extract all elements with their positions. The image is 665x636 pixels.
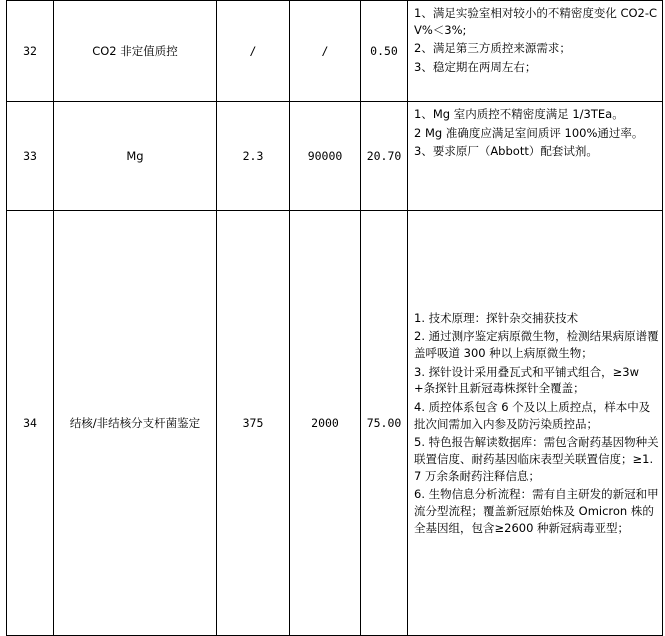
requirement-line: 1. 技术原理：探针杂交捕获技术 <box>414 310 579 325</box>
requirement-line: 5. 特色报告解读数据库：需包含耐药基因物种关联置信度、耐药基因临床表型关联置信度；≥1.7 万余条耐药注释信息； <box>414 435 659 483</box>
value-cell: / <box>290 1 361 102</box>
requirement-line: 2 Mg 准确度应满足室间质评 100%通过率。 <box>414 125 644 140</box>
value-cell: 20.70 <box>361 102 408 211</box>
item-number-cell: 33 <box>7 102 54 211</box>
item-name-cell: 结核/非结核分支杆菌鉴定 <box>54 211 217 636</box>
item-number-cell: 32 <box>7 1 54 102</box>
value-cell: / <box>217 1 290 102</box>
requirement-line: 4. 质控体系包含 6 个及以上质控点，样本中及批次间需加入内参及防污染质控品； <box>414 399 651 431</box>
requirements-cell <box>408 102 663 211</box>
value-cell: 0.50 <box>361 1 408 102</box>
table-row <box>7 1 663 102</box>
requirement-line: 2、满足第三方质控来源需求； <box>414 41 571 56</box>
item-number-cell: 34 <box>7 211 54 636</box>
item-name-cell: CO2 非定值质控 <box>54 1 217 102</box>
value-cell: 375 <box>217 211 290 636</box>
value-cell: 2.3 <box>217 102 290 211</box>
requirement-line: 3、要求原厂（Abbott）配套试剂。 <box>414 144 598 159</box>
requirement-line: 6. 生物信息分析流程：需有自主研发的新冠和甲流分型流程；覆盖新冠原始株及 Omicron 株的全基因组，包含≥2600 种新冠病毒亚型； <box>414 487 659 535</box>
requirement-line: 2. 通过测序鉴定病原微生物，检测结果病原谱覆盖呼吸道 300 种以上病原微生物； <box>414 329 659 360</box>
value-cell: 2000 <box>290 211 361 636</box>
table-row <box>7 102 663 211</box>
item-name-cell: Mg <box>54 102 217 211</box>
requirements-cell <box>408 1 663 102</box>
spec-table <box>6 0 663 636</box>
requirements-cell <box>408 211 663 636</box>
requirement-line: 3. 探针设计采用叠瓦式和平铺式组合，≥3w+条探针且新冠毒株探针全覆盖； <box>414 364 639 396</box>
requirement-line: 3、稳定期在两周左右； <box>414 60 537 75</box>
value-cell: 90000 <box>290 102 361 211</box>
requirement-line: 1、满足实验室相对较小的不精密度变化 CO2-CV%＜3%; <box>414 6 658 37</box>
requirement-line: 1、Mg 室内质控不精密度满足 1/3TEa。 <box>414 107 624 121</box>
value-cell: 75.00 <box>361 211 408 636</box>
table-row <box>7 211 663 636</box>
